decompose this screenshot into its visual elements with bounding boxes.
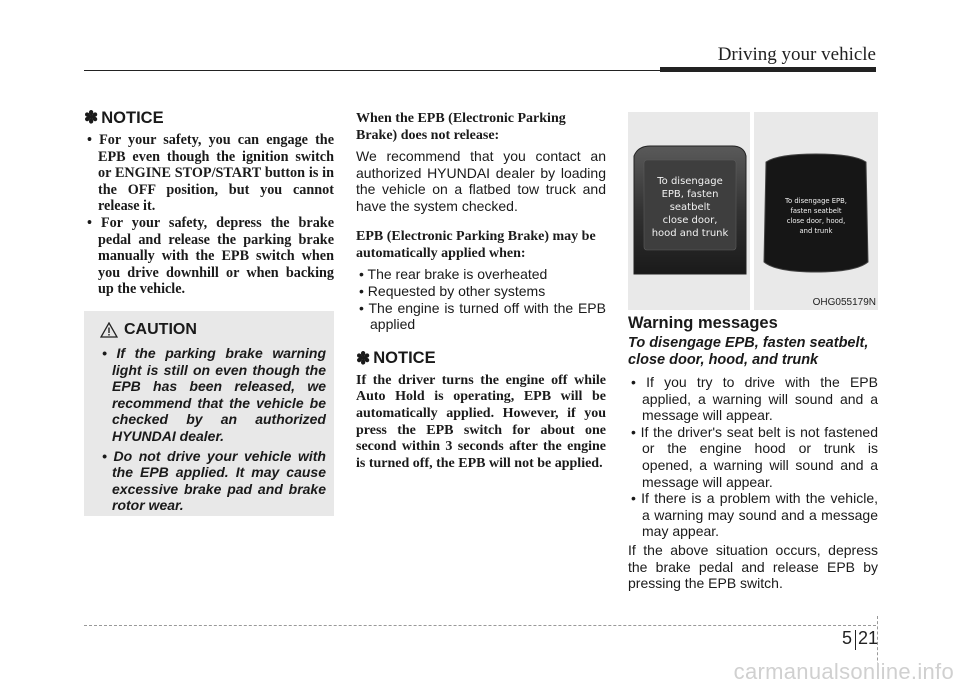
list-item: • Requested by other systems	[356, 283, 606, 300]
list-item: • If you try to drive with the EPB applied, a warning will sound and a message will appear.	[628, 374, 878, 424]
left-display-line: EPB, fasten	[661, 189, 719, 200]
list-item: • The engine is turned off with the EPB applied	[356, 300, 606, 333]
release-heading: When the EPB (Electronic Parking Brake) does not release:	[356, 111, 566, 143]
header-rule	[84, 70, 660, 71]
notice-star-icon: ✽	[84, 108, 99, 127]
column-3	[628, 314, 878, 592]
warning-list	[628, 374, 878, 540]
notice-body: If the driver turns the engine off while Auto Hold is operating, EPB will be automatically applied. However, if you press the EPB switch for about one second within 3 seconds after the engine is turned off, the EPB will not be applied.	[356, 372, 606, 471]
right-display-line: fasten seatbelt	[790, 207, 842, 215]
column-2	[356, 110, 606, 472]
list-item: • The rear brake is overheated	[356, 266, 606, 283]
chapter-number: 5	[842, 628, 853, 648]
warning-messages-subheading: To disengage EPB, fasten seatbelt, close door, hood, and trunk	[628, 335, 869, 368]
list-item: • For your safety, you can engage the EPB even though the ignition switch or ENGINE STOP/START button is in the OFF position, but you cannot release it.	[84, 132, 334, 215]
list-item: • If the driver's seat belt is not fastened or the engine hood or trunk is opened, a warning will sound and a message will appear.	[628, 424, 878, 490]
notice-list	[84, 132, 334, 298]
notice-title: NOTICE	[101, 108, 164, 127]
list-item: • If there is a problem with the vehicle, a warning may sound and a message may appear.	[628, 490, 878, 540]
caution-title: CAUTION	[124, 321, 197, 338]
release-body: We recommend that you contact an authorized HYUNDAI dealer by loading the vehicle on a flatbed tow truck and have the system checked.	[356, 148, 606, 214]
auto-apply-heading: EPB (Electronic Parking Brake) may be automatically applied when:	[356, 229, 596, 262]
list-item: • If the parking brake warning light is still on even though the EPB has been released, we recommend that the vehicle be checked by an authorized HYUNDAI dealer.	[92, 345, 326, 445]
warning-triangle-icon	[100, 322, 118, 338]
right-display-line: and trunk	[799, 227, 833, 235]
watermark: carmanualsonline.info	[733, 659, 954, 684]
list-item: • Do not drive your vehicle with the EPB applied. It may cause excessive brake pad and brake rotor wear.	[92, 448, 326, 514]
page-number: 21	[858, 628, 879, 648]
header-rule-thick	[660, 67, 876, 72]
left-display-line: close door,	[662, 215, 718, 226]
caution-list	[92, 345, 326, 517]
caution-heading	[100, 321, 197, 339]
column-1	[84, 108, 334, 298]
left-display-line: To disengage	[657, 176, 723, 187]
notice-heading	[84, 108, 334, 128]
closing-paragraph: If the above situation occurs, depress the brake pedal and release EPB by pressing the EPB switch.	[628, 541, 878, 592]
auto-apply-list	[356, 266, 606, 332]
left-display-line: seatbelt	[669, 202, 711, 213]
warning-messages-heading: Warning messages	[628, 314, 778, 332]
left-display-line: hood and trunk	[651, 228, 729, 239]
notice-title: NOTICE	[373, 349, 436, 368]
figure-label: OHG055179N	[812, 297, 876, 308]
list-item: • For your safety, depress the brake pedal and release the parking brake manually with the EPB switch when you drive downhill or when backing up the vehicle.	[84, 215, 334, 298]
caution-box	[84, 311, 334, 516]
figure-divider	[750, 112, 754, 310]
notice-star-icon: ✽	[356, 348, 371, 368]
notice-heading	[356, 349, 606, 369]
footer-rule	[84, 625, 876, 626]
page-header-title: Driving your vehicle	[717, 44, 876, 65]
right-display-line: To disengage EPB,	[785, 197, 847, 205]
cluster-display-figure	[628, 112, 878, 310]
right-display-line: close door, hood,	[786, 217, 846, 225]
page-number-separator	[855, 630, 856, 650]
